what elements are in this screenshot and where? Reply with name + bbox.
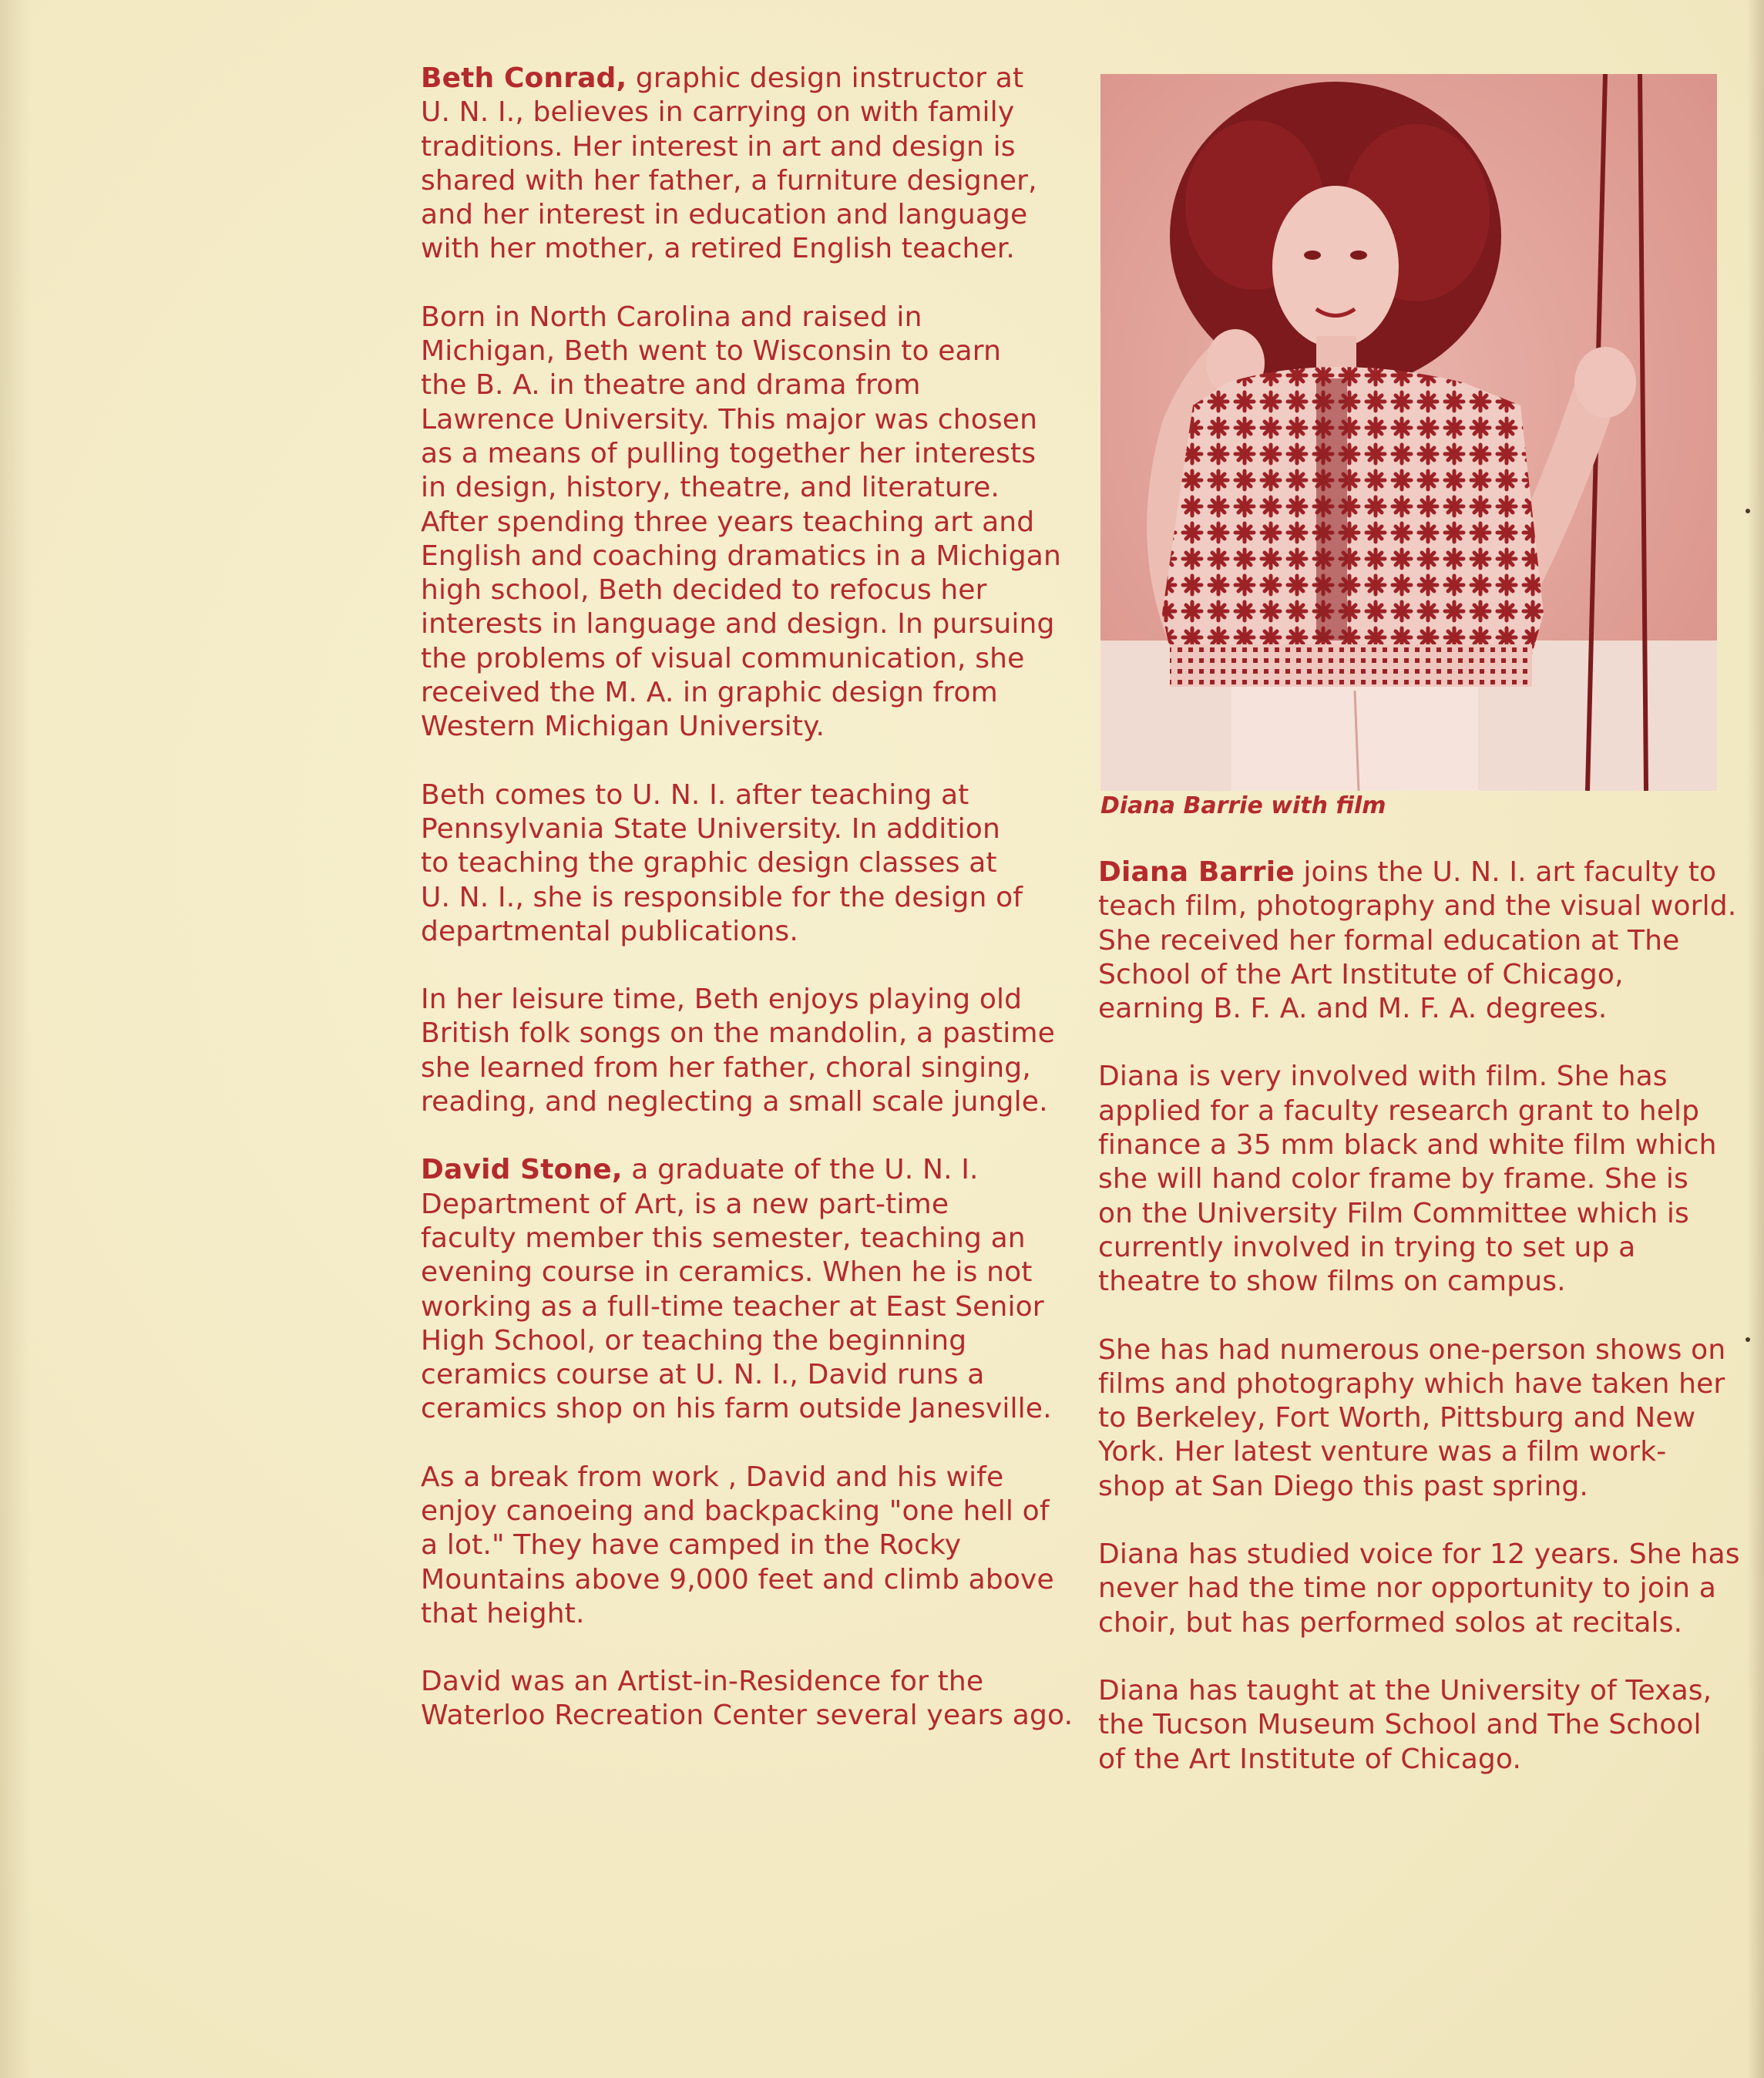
text-line: evening course in ceramics. When he is not bbox=[421, 1256, 1033, 1289]
text-line: received the M. A. in graphic design from bbox=[421, 677, 998, 709]
text-line: high school, Beth decided to refocus her bbox=[421, 574, 987, 607]
text-line: ceramics shop on his farm outside Janesville. bbox=[421, 1393, 1052, 1425]
diana-intro-paragraph bbox=[1098, 856, 1737, 1026]
text-line: to teaching the graphic design classes at bbox=[421, 847, 997, 879]
david-leisure-paragraph bbox=[421, 1461, 1060, 1631]
text-line: shop at San Diego this past spring. bbox=[1098, 1470, 1589, 1502]
text-line: Lawrence University. This major was chosen bbox=[421, 403, 1038, 435]
text-line: choir, but has performed solos at recitals. bbox=[1098, 1606, 1683, 1639]
text-line: David Stone, a graduate of the U. N. I. bbox=[421, 1154, 979, 1186]
text-line: applied for a faculty research grant to help bbox=[1098, 1094, 1700, 1127]
david-intro-paragraph bbox=[421, 1153, 1060, 1426]
beth-conrad-name: Beth Conrad, bbox=[421, 62, 627, 94]
text-line: reading, and neglecting a small scale jungle. bbox=[421, 1086, 1048, 1118]
text-line: the B. A. in theatre and drama from bbox=[421, 369, 921, 402]
text-line: U. N. I., she is responsible for the design of bbox=[421, 881, 1023, 913]
beth-leisure-paragraph bbox=[421, 983, 1060, 1119]
text-line: ceramics course at U. N. I., David runs a bbox=[421, 1359, 985, 1391]
text-line: departmental publications. bbox=[421, 915, 798, 947]
text-line: British folk songs on the mandolin, a pastime bbox=[421, 1017, 1055, 1050]
text-line: She received her formal education at The bbox=[1098, 924, 1680, 957]
text-line: In her leisure time, Beth enjoys playing old bbox=[421, 984, 1023, 1016]
text-line: Western Michigan University. bbox=[421, 711, 825, 743]
text-line: enjoy canoeing and backpacking "one hell of bbox=[421, 1495, 1050, 1527]
text-line: films and photography which have taken her bbox=[1098, 1367, 1725, 1400]
text-line: Diana has studied voice for 12 years. She has bbox=[1098, 1538, 1740, 1571]
text-line: U. N. I., believes in carrying on with family bbox=[421, 96, 1015, 129]
text-line: shared with her father, a furniture designer, bbox=[421, 164, 1037, 197]
left-column bbox=[421, 62, 1074, 1767]
text-line: Diana Barrie joins the U. N. I. art faculty to bbox=[1098, 856, 1717, 888]
text-line: After spending three years teaching art and bbox=[421, 506, 1035, 538]
text-line: Waterloo Recreation Center several years ago. bbox=[421, 1700, 1074, 1732]
text-line: never had the time nor opportunity to join a bbox=[1098, 1572, 1716, 1605]
text-line: the Tucson Museum School and The School bbox=[1098, 1709, 1702, 1741]
text-line: as a means of pulling together her interests bbox=[421, 437, 1037, 469]
diana-barrie-name: Diana Barrie bbox=[1098, 856, 1295, 888]
text-line: working as a full-time teacher at East Senior bbox=[421, 1290, 1044, 1323]
text-line: Born in North Carolina and raised in bbox=[421, 301, 922, 333]
text-line: David was an Artist-in-Residence for the bbox=[421, 1666, 984, 1698]
text-line: a lot." They have camped in the Rocky bbox=[421, 1529, 962, 1562]
binding-shadow bbox=[0, 0, 31, 2078]
scan-mark bbox=[1746, 509, 1750, 513]
portrait-image bbox=[1100, 74, 1717, 791]
text-line: she learned from her father, choral singing, bbox=[421, 1051, 1031, 1084]
diana-film-paragraph bbox=[1098, 1060, 1730, 1299]
beth-role-paragraph bbox=[421, 778, 1060, 949]
text-line: She has had numerous one-person shows on bbox=[1098, 1333, 1726, 1366]
text-line: Pennsylvania State University. In addition bbox=[421, 812, 1000, 845]
text-line: Diana has taught at the University of Texas, bbox=[1098, 1674, 1712, 1706]
text-line: with her mother, a retired English teacher. bbox=[421, 233, 1016, 265]
diana-teaching-paragraph bbox=[1098, 1674, 1730, 1777]
text-line: and her interest in education and language bbox=[421, 199, 1028, 231]
text-line: the problems of visual communication, she bbox=[421, 642, 1025, 674]
diana-voice-paragraph bbox=[1098, 1538, 1740, 1640]
text-line: faculty member this semester, teaching an bbox=[421, 1222, 1026, 1254]
text-line: finance a 35 mm black and white film which bbox=[1098, 1129, 1717, 1162]
text-line: earning B. F. A. and M. F. A. degrees. bbox=[1098, 993, 1608, 1025]
text-line: High School, or teaching the beginning bbox=[421, 1324, 967, 1357]
photo-caption: Diana Barrie with film bbox=[1100, 792, 1386, 819]
beth-education-paragraph bbox=[421, 301, 1060, 745]
text-line: School of the Art Institute of Chicago, bbox=[1098, 958, 1624, 990]
text-line: traditions. Her interest in art and design is bbox=[421, 130, 1016, 163]
text-line: currently involved in trying to set up a bbox=[1098, 1231, 1636, 1263]
text-line: interests in language and design. In pursuing bbox=[421, 608, 1055, 641]
page-edge bbox=[1747, 0, 1764, 2078]
diana-shows-paragraph bbox=[1098, 1333, 1730, 1504]
david-residence-paragraph bbox=[421, 1665, 1074, 1733]
david-stone-name: David Stone, bbox=[421, 1154, 623, 1186]
text-line: Mountains above 9,000 feet and climb above bbox=[421, 1563, 1054, 1595]
text-line: York. Her latest venture was a film work- bbox=[1098, 1436, 1667, 1468]
right-column bbox=[1098, 856, 1740, 1811]
text-line: Department of Art, is a new part-time bbox=[421, 1188, 949, 1220]
text-line: English and coaching dramatics in a Michigan bbox=[421, 540, 1061, 572]
text-line: that height. bbox=[421, 1597, 585, 1629]
text-line: in design, history, theatre, and literature. bbox=[421, 472, 1000, 504]
diana-barrie-photo bbox=[1100, 74, 1717, 791]
scan-mark bbox=[1746, 1337, 1750, 1342]
text-line: As a break from work , David and his wife bbox=[421, 1461, 1004, 1493]
text-line: teach film, photography and the visual world. bbox=[1098, 890, 1737, 923]
text-line: Beth Conrad, graphic design instructor at bbox=[421, 62, 1024, 94]
text-line: Michigan, Beth went to Wisconsin to earn bbox=[421, 335, 1002, 368]
text-line: theatre to show films on campus. bbox=[1098, 1266, 1566, 1298]
beth-intro-paragraph bbox=[421, 62, 1060, 267]
text-line: she will hand color frame by frame. She is bbox=[1098, 1163, 1688, 1195]
text-line: to Berkeley, Fort Worth, Pittsburg and New bbox=[1098, 1402, 1696, 1434]
text-line: of the Art Institute of Chicago. bbox=[1098, 1743, 1522, 1775]
text-line: Diana is very involved with film. She has bbox=[1098, 1061, 1668, 1093]
text-line: on the University Film Committee which is bbox=[1098, 1197, 1689, 1229]
text-line: Beth comes to U. N. I. after teaching at bbox=[421, 778, 969, 811]
